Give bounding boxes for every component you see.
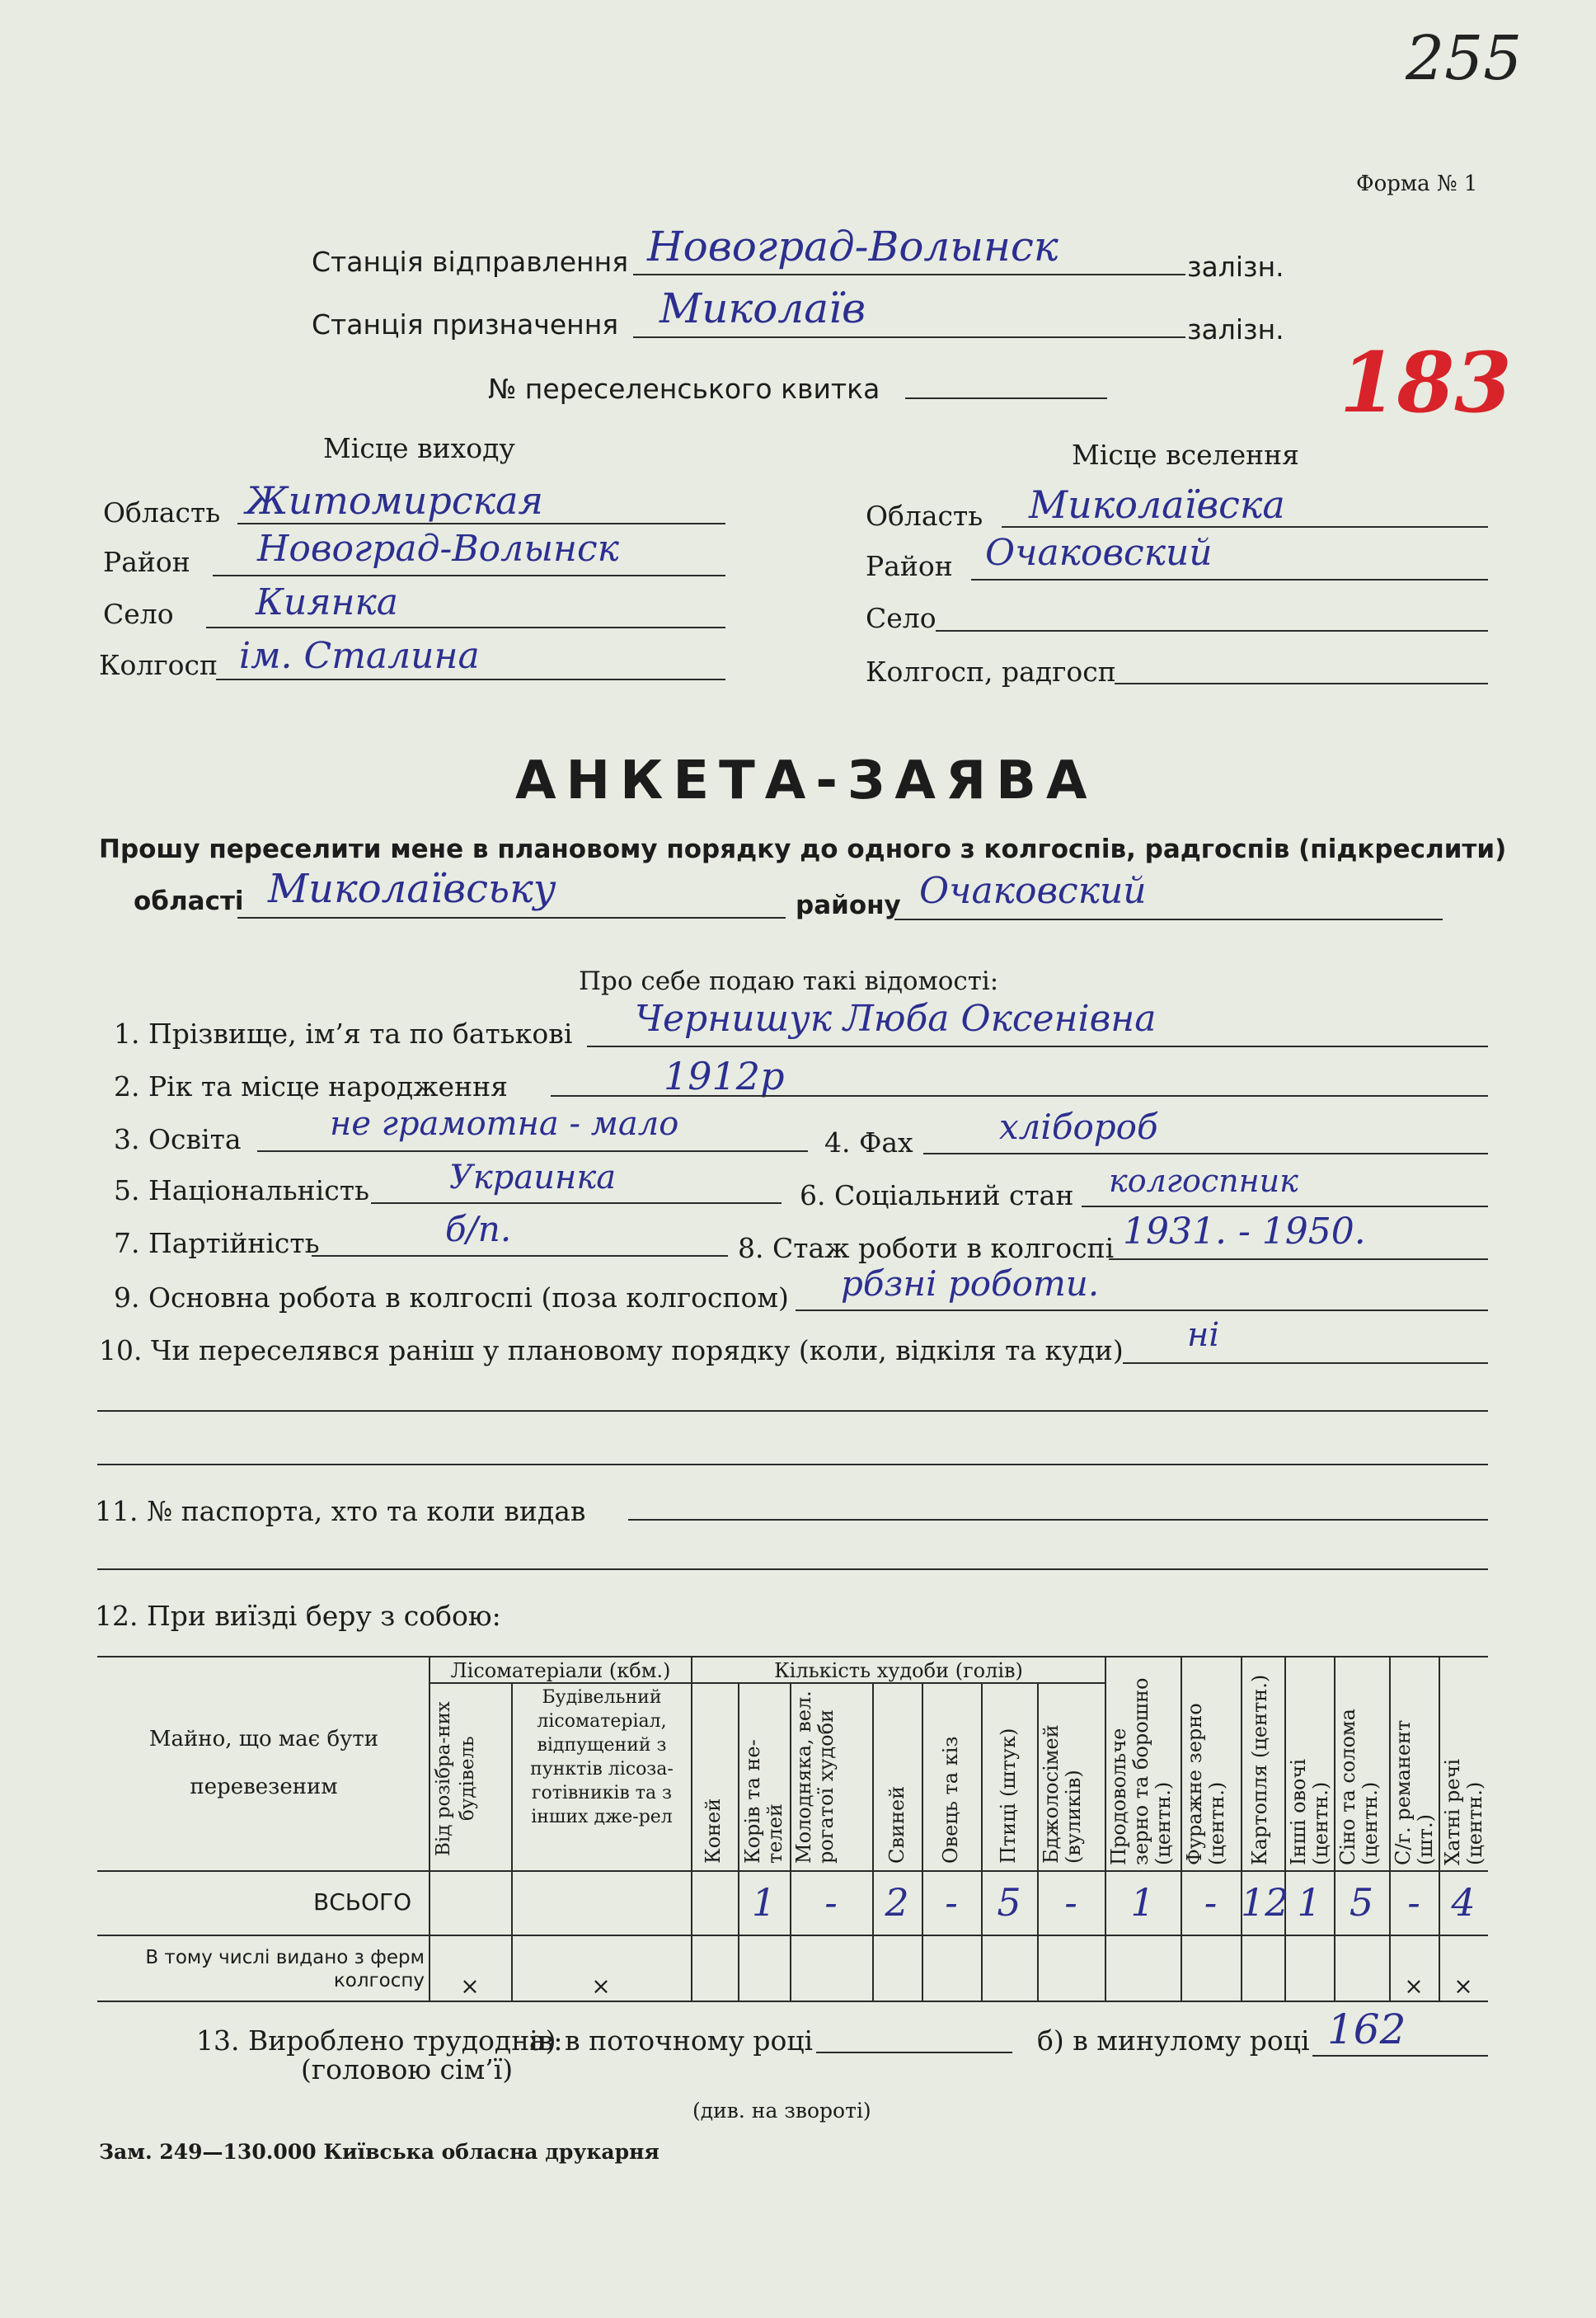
field3-label: 3. Освіта [114, 1123, 242, 1155]
ticket-label: № переселенського квитка [488, 373, 880, 405]
dest-district-line [971, 579, 1488, 581]
workdays-previous-label: б) в минулому році [1037, 2024, 1310, 2057]
field2-line [551, 1095, 1488, 1097]
field10-line [1123, 1362, 1488, 1364]
total-cell: 5 [997, 1880, 1021, 1925]
field10-line3 [97, 1464, 1488, 1465]
dest-village-line [936, 630, 1488, 632]
page-title: АНКЕТА-ЗАЯВА [515, 750, 1097, 811]
field8-value: 1931. - 1950. [1123, 1211, 1366, 1253]
table-col-rule [1334, 1656, 1335, 2001]
table-row-rule [97, 1935, 1488, 1936]
dest-region-line [1002, 526, 1488, 528]
field11-line [628, 1519, 1488, 1521]
field6-label: 6. Соціальний стан [800, 1179, 1074, 1211]
field8-line [1109, 1258, 1488, 1260]
origin-region-value: Житомирская [246, 478, 543, 523]
dest-district-value: Очаковский [985, 532, 1213, 574]
header-young: Молодняка, вел. рогатої худоби [792, 1690, 838, 1864]
col-property-header: Майно, що має бути перевезеним [148, 1727, 379, 1799]
origin-district-value: Новоград-Волынск [257, 528, 619, 570]
field11-label: 11. № паспорта, хто та коли видав [95, 1495, 586, 1527]
row-farm-label: В тому числі видано з ферм колгоспу [145, 1947, 425, 1991]
field11-line2 [97, 1568, 1488, 1570]
field7-value: б/п. [445, 1209, 512, 1249]
field7-label: 7. Партійність [114, 1227, 320, 1259]
dest-region-value: Миколаївска [1029, 482, 1285, 527]
workdays-label: 13. Вироблено трудоднів: [196, 2024, 563, 2057]
table-col-rule [981, 1682, 983, 2001]
field10-label: 10. Чи переселявся раніш у плановому порядку (коли, відкіля та куди) [99, 1334, 1124, 1366]
field9-value: рбзні роботи. [841, 1263, 1100, 1304]
header-fodder: Фуражне зерно (центн.) [1183, 1703, 1228, 1865]
table-header-rule [97, 1870, 1488, 1872]
field5-label: 5. Національність [114, 1174, 369, 1206]
table-col-rule [872, 1682, 874, 2001]
dest-kolhosp-label: Колгосп, радгосп [866, 656, 1116, 688]
field12-label: 12. При виїзді беру з собою: [95, 1600, 501, 1632]
request-raion-line [894, 919, 1443, 920]
field4-label: 4. Фах [824, 1126, 913, 1159]
field5-value: Украинка [449, 1159, 617, 1197]
field8-label: 8. Стаж роботи в колгоспі [738, 1232, 1115, 1264]
table-col-rule [1439, 1656, 1440, 2001]
table-col-rule [790, 1682, 791, 2001]
workdays-current-line [816, 2052, 1012, 2053]
workdays-current-label: а) в поточному році [529, 2024, 814, 2057]
form-number: Форма № 1 [1356, 172, 1478, 196]
table-col-rule [1181, 1656, 1182, 2001]
dest-district-label: Район [866, 550, 953, 582]
destination-value: Миколаїв [660, 284, 866, 332]
origin-region-label: Область [103, 496, 221, 529]
origin-kolhosp-value: ім. Сталина [239, 635, 480, 677]
dest-heading: Місце вселення [1072, 439, 1299, 471]
field3-line [257, 1150, 808, 1152]
field2-label: 2. Рік та місце народження [114, 1070, 508, 1103]
printer-imprint: Зам. 249—130.000 Київська обласна друкарня [99, 2140, 660, 2164]
destination-suffix: залізн. [1187, 313, 1284, 346]
red-annotation-number: 183 [1340, 334, 1512, 431]
table-col-rule [1105, 1656, 1106, 2001]
header-house: Хатні речі (центн.) [1441, 1758, 1486, 1865]
field1-value: Чернишук Люба Оксенівна [635, 998, 1157, 1040]
departure-value: Новоград-Волынск [647, 223, 1059, 270]
origin-heading: Місце виходу [323, 432, 515, 464]
ticket-line [905, 397, 1107, 399]
destination-label: Станція призначення [312, 308, 619, 341]
header-grain: Продовольче зерно та борошно (центн.) [1107, 1677, 1175, 1865]
total-cell: 12 [1241, 1880, 1289, 1925]
table-col-rule [1284, 1656, 1286, 2001]
destination-line [633, 336, 1185, 338]
header-hay: Сіно та солома (центн.) [1336, 1709, 1382, 1865]
header-birds: Птиці (штук) [997, 1728, 1020, 1864]
total-cell: - [1064, 1880, 1077, 1925]
table-col-rule [1037, 1682, 1039, 2001]
origin-village-label: Село [103, 598, 174, 630]
header-horses: Коней [702, 1798, 725, 1864]
origin-district-label: Район [103, 546, 190, 578]
origin-region-line [237, 523, 725, 524]
departure-label: Станція відправлення [312, 246, 629, 278]
workdays-label2: (головою сім’ї) [301, 2053, 514, 2085]
table-col-rule [429, 1656, 430, 2001]
origin-kolhosp-label: Колгосп [99, 649, 218, 681]
field5-line [371, 1202, 782, 1204]
header-sheep: Овець та кіз [939, 1736, 962, 1864]
header-building: Будівельний лісоматеріал, відпущений з пунктів лісоза-готівників та з інших дже-рел [530, 1687, 674, 1827]
dest-village-label: Село [866, 602, 936, 634]
field10-line2 [97, 1410, 1488, 1412]
archive-number: 255 [1406, 23, 1523, 94]
origin-village-line [206, 627, 725, 628]
total-cell: 4 [1451, 1880, 1476, 1925]
origin-district-line [213, 575, 725, 576]
total-cell: 5 [1349, 1880, 1374, 1925]
header-bees: Бджолосімей (вуликів) [1040, 1724, 1085, 1864]
mark-cross: × [1404, 1972, 1424, 2000]
header-cows: Корів та не-телей [741, 1739, 786, 1864]
header-potato: Картопля (центн.) [1248, 1674, 1271, 1865]
field10-value: ні [1187, 1316, 1220, 1354]
field1-label: 1. Прізвище, ім’я та по батькові [114, 1018, 573, 1050]
header-dismantled: Від розібра-них будівель [433, 1701, 478, 1856]
request-oblast-line [237, 917, 786, 919]
table-col-rule [738, 1682, 739, 2001]
request-oblast-label: області [134, 886, 244, 916]
total-cell: 1 [1130, 1880, 1155, 1925]
see-back-note: (див. на звороті) [692, 2099, 871, 2123]
request-text: Прошу переселити мене в плановому порядку до одного з колгоспів, радгоспів (підкреслити) [99, 835, 1507, 864]
row-total-label: ВСЬОГО [313, 1888, 412, 1916]
mark-cross: × [1453, 1972, 1473, 2000]
workdays-previous-line [1312, 2055, 1488, 2057]
mark-cross: × [460, 1972, 480, 2000]
origin-village-value: Киянка [256, 581, 399, 623]
table-col-rule [1241, 1656, 1242, 2001]
request-oblast-value: Миколаївську [268, 866, 556, 912]
total-cell: 1 [1297, 1880, 1321, 1925]
field9-label: 9. Основна робота в колгоспі (поза колгоспом) [114, 1281, 789, 1314]
total-cell: - [824, 1880, 838, 1925]
total-cell: 1 [751, 1880, 777, 1925]
total-cell: - [945, 1880, 958, 1925]
table-col-rule [1389, 1656, 1391, 2001]
total-cell: - [1407, 1880, 1420, 1925]
field4-line [923, 1153, 1488, 1154]
table-bottom-rule [97, 2001, 1488, 2002]
dest-kolhosp-line [1115, 683, 1488, 684]
group-cattle-header: Кількість худоби (голів) [774, 1659, 1023, 1682]
departure-line [633, 274, 1185, 275]
header-veg: Інші овочі (центн.) [1287, 1758, 1332, 1865]
departure-suffix: залізн. [1187, 251, 1284, 283]
table-col-rule [511, 1682, 513, 2001]
field2-value: 1912р [664, 1054, 785, 1098]
field3-value: не грамотна - мало [330, 1105, 679, 1143]
mark-cross: × [591, 1972, 611, 2000]
field7-line [312, 1255, 728, 1257]
field6-value: колгоспник [1109, 1163, 1298, 1199]
field4-value: хлібороб [999, 1107, 1158, 1147]
header-tools: С/г. реманент (шт.) [1392, 1719, 1437, 1865]
origin-kolhosp-line [216, 679, 725, 680]
total-cell: 2 [885, 1880, 909, 1925]
request-raion-value: Очаковский [919, 870, 1147, 912]
field9-line [796, 1309, 1488, 1311]
field6-line [1082, 1206, 1488, 1207]
workdays-previous-value: 162 [1327, 2005, 1406, 2053]
field1-line [587, 1046, 1488, 1047]
dest-region-label: Область [866, 500, 983, 532]
total-cell: - [1204, 1880, 1218, 1925]
table-col-rule [922, 1682, 923, 2001]
header-pigs: Свиней [885, 1785, 908, 1864]
request-raion-label: району [796, 891, 901, 920]
intro-text: Про себе подаю такі відомості: [579, 966, 999, 996]
group-timber-header: Лісоматеріали (кбм.) [450, 1659, 671, 1682]
table-col-rule [691, 1656, 692, 2001]
